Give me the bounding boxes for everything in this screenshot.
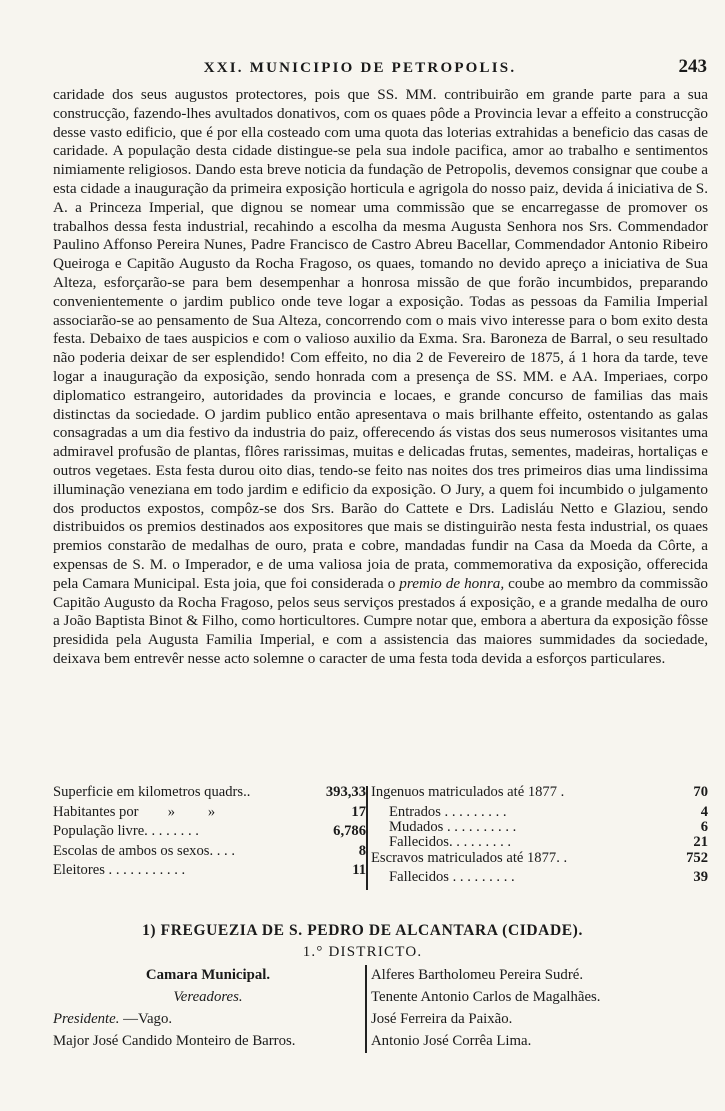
stat-value: 6 (700, 818, 708, 835)
council-member: Tenente Antonio Carlos de Magalhães. (371, 989, 601, 1005)
stat-row (371, 869, 708, 889)
stat-value: 39 (693, 869, 708, 886)
stat-label: Escolas de ambos os sexos. . . . (53, 842, 235, 859)
stat-value: 6,786 (333, 823, 366, 839)
stat-row (371, 804, 708, 819)
stat-row (53, 843, 366, 863)
council-member: Alferes Bartholomeu Pereira Sudré. (371, 967, 584, 983)
stat-row (53, 823, 366, 843)
stats-divider (366, 786, 368, 890)
stat-label: Fallecidos . . . . . . . . . (389, 869, 515, 886)
stat-label: Mudados . . . . . . . . . . (389, 818, 517, 835)
council-members-list (371, 967, 601, 1055)
stat-value: 8 (358, 842, 366, 859)
stat-row (371, 850, 708, 870)
president-line (53, 1011, 172, 1028)
body-italic-phrase: premio de honra, (399, 574, 505, 592)
stat-value: 70 (693, 784, 708, 800)
stat-value: 21 (693, 834, 708, 851)
stat-label: Entrados . . . . . . . . . (389, 803, 507, 820)
stats-left-column (53, 784, 366, 882)
stats-right-column (371, 784, 708, 889)
stat-value: 752 (686, 849, 708, 866)
president-label: Presidente. (53, 1011, 120, 1027)
stat-label: Superficie em kilometros quadrs.. (53, 784, 251, 800)
stat-label: Habitantes por » » (53, 803, 216, 820)
council-member: José Ferreira da Paixão. (371, 1011, 513, 1027)
body-text-part-1: caridade dos seus augustos protectores, pois que SS. MM. contribuirão em grande parte para a sua construcção, fazendo-lhes avultados donativos, com os quaes pôde a Provincia levar a effeito a construcção desse vasto edificio, que é por ella costeado com uma quota das loterias extrahidas a beneficio das casas de caridade. A população desta cidade distingue-se pela sua indole pacifica, amor ao trabalho e sentimentos nimiamente religiosos. Dando esta breve noticia da fundação de Petropolis, devemos consignar que coube a esta cidade a inauguração da primeira exposição horticula e agrigola do nosso paiz, devida á iniciativa de S. A. a Princeza Imperial, que dignou se nomear uma commissão que se encarregasse de promover os trabalhos dessa festa industrial, recahindo a escolha da mesma Augusta Senhora nos Srs. Commendador Paulino Affonso Pereira Nunes, Padre Francisco de Castro Abreu Bacellar, Commendador Antonio Ribeiro Queiroga e Capitão Augusto da Rocha Fragoso, os quaes, tomando no devido apreço a iniciativa de Sua Alteza, esforçarão-se para bem desempenhar a honrosa missão de que forão incumbidos, preparando convenientemente o jardim publico onde teve logar a exposição. Todas as pessoas da Familia Imperial associarão-se ao pensamento de Sua Alteza, concorrendo com o mais vivo interesse para o bom exito desta festa. Debaixo de taes auspicios e com o valioso auxilio da Exma. Sra. Baroneza de Barral, o seu resultado não poderia deixar de ser esplendido! Com effeito, no dia 2 de Fevereiro de 1875, á 1 hora da tarde, teve logar a inauguração da exposição, sendo honrada com a presença de SS. MM. e AA. Imperiaes, corpo diplomatico estrangeiro, autoridades da provincia e locaes, e grande concurso de familias das mais distinctas da sociedade. O jardim publico então apresentava o mais brilhante effeito, ostentando as galas consagradas a um dia festivo da industria do paiz, offerecendo ás vistas dos seus numerosos visitantes uma admiravel profusão de plantas, flôres rarissimas, muitas e delicadas frutas, sementes, madeiras, hortaliças e outros vegetaes. Esta festa durou oito dias, tendo-se feito nas noites dos tres primeiros dias uma lindissima illuminação veneziana em todo jardim e edificio da exposição. O Jury, a quem foi incumbido o julgamento dos productos expostos, compôz-se dos Srs. Barão do Cattete e Drs. Ladisláu Netto e Glaziou, sendo distribuidos os premios destinados aos expositores que mais se distinguirão nesta festa industrial, os quaes premios constarão de medalhas de ouro, prata e cobre, mandadas fundir na Casa da Moeda da Côrte, a expensas de S. M. o Imperador, e de uma valiosa joia de prata, commemorativa da exposição, offerecida pela Camara Municipal. Esta joia, que foi considerada o (53, 86, 708, 592)
body-text-part-2: coube ao membro da commissão Capitão Augusto da Rocha Fragoso, pelos seus serviços prestados á exposição, e a grande medalha de ouro a João Baptista Binot & Filho, como horticultores. Cumpre notar que, embora a abertura da exposição fôsse presidida pela Augusta Familia Imperial, e com a assistencia das maiores summidades da sociedade, deixava bem entrevêr nesse acto solemne o caracter de uma festa toda devida a esforços particulares. (53, 574, 709, 667)
running-title: XXI. MUNICIPIO DE PETROPOLIS. (203, 60, 517, 76)
stat-row (371, 819, 708, 834)
council-divider (365, 965, 367, 1053)
stat-row (53, 862, 366, 882)
district-heading: 1.° DISTRICTO. (302, 944, 423, 960)
stat-row (371, 834, 708, 849)
page-number: 243 (678, 56, 707, 77)
stat-label: Ingenuos matriculados até 1877 . (371, 784, 565, 800)
president-value: —Vago. (123, 1011, 173, 1027)
stat-label: Fallecidos. . . . . . . . . (389, 834, 512, 851)
stat-value: 17 (351, 803, 366, 820)
council-member: Major José Candido Monteiro de Barros. (53, 1033, 296, 1049)
council-subheading: Vereadores. (173, 989, 243, 1005)
council-member: Antonio José Corrêa Lima. (371, 1033, 532, 1049)
statistics-table (53, 784, 708, 892)
stat-value: 4 (700, 803, 708, 820)
stat-label: População livre. . . . . . . . (53, 823, 199, 839)
stat-value: 393,33 (325, 784, 366, 800)
stat-row (371, 784, 708, 804)
stat-label: Eleitores . . . . . . . . . . . (53, 862, 186, 878)
stat-value: 11 (352, 862, 366, 878)
body-paragraph (53, 86, 708, 669)
stat-row (53, 784, 366, 804)
stat-row (53, 804, 366, 824)
page-header (0, 56, 725, 84)
council-heading: Camara Municipal. (145, 967, 271, 983)
section-title: 1) FREGUEZIA DE S. PEDRO DE ALCANTARA (CIDADE). (142, 922, 583, 939)
stat-label: Escravos matriculados até 1877. . (371, 849, 568, 866)
